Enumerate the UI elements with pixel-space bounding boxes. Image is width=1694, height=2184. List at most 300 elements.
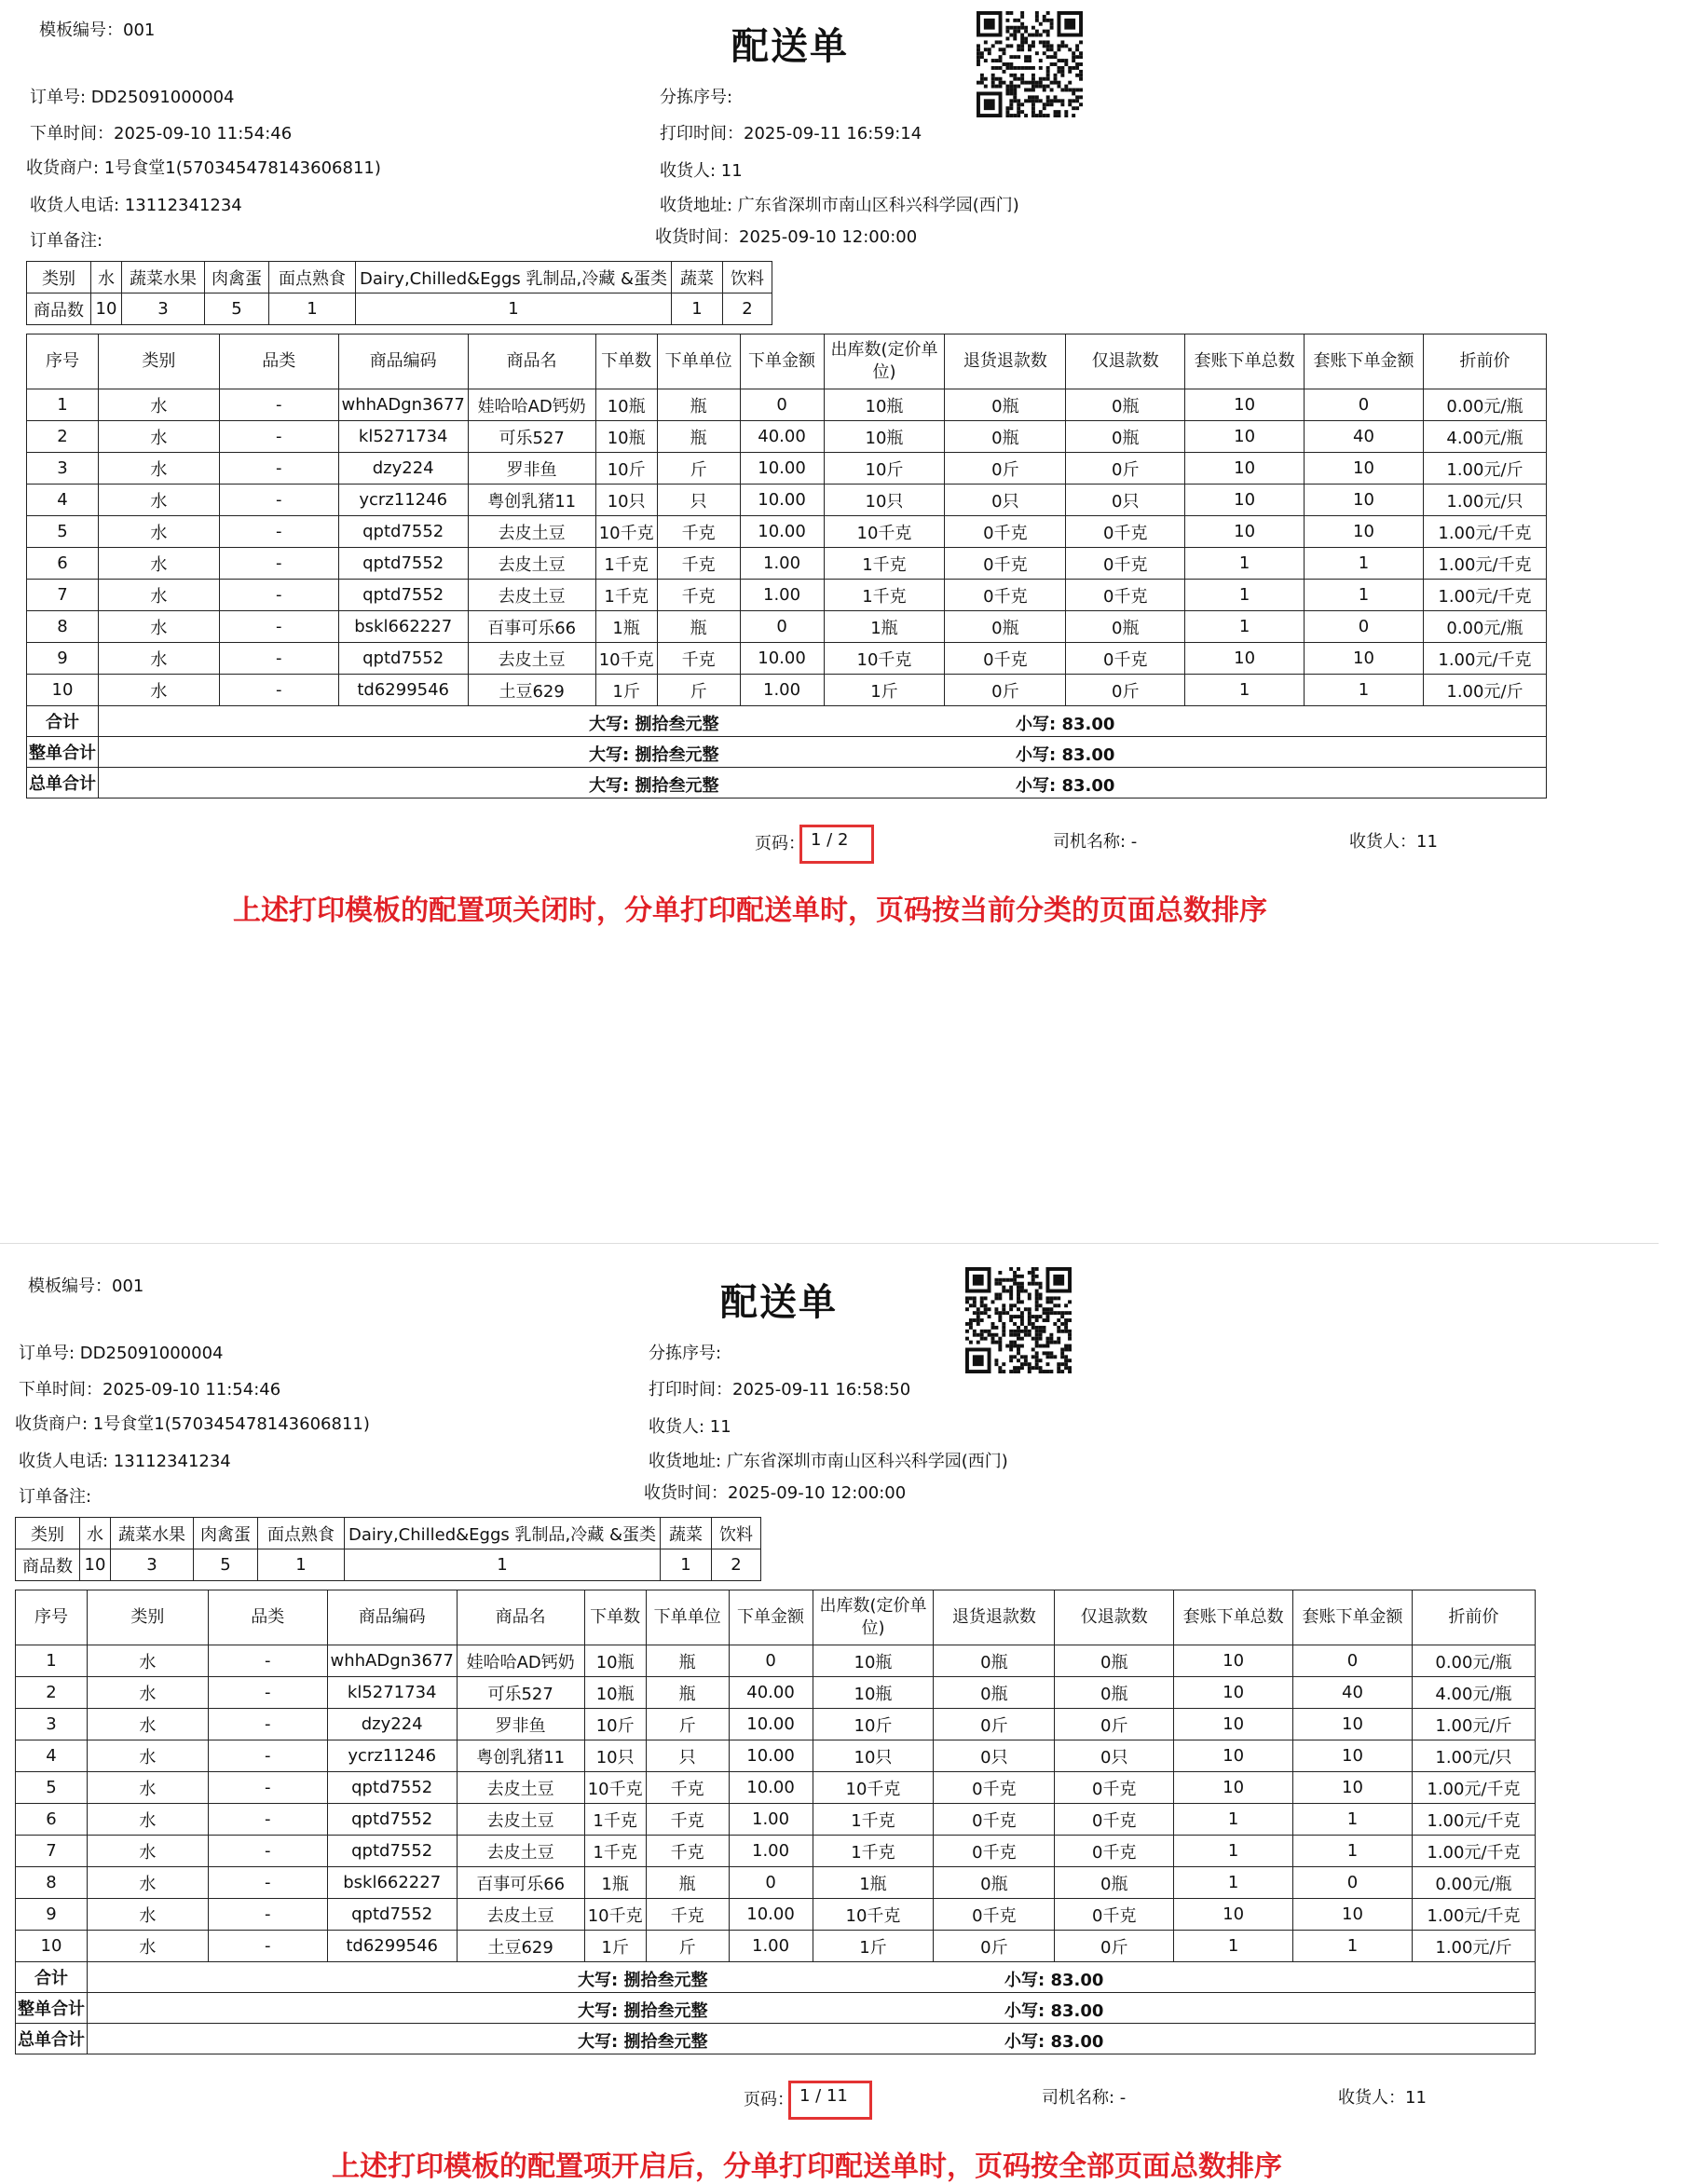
table-cell: 8	[27, 611, 99, 643]
table-row	[27, 516, 1547, 548]
table-cell: 10只	[584, 1740, 646, 1772]
category-header-cell: 饮料	[712, 1518, 761, 1549]
table-cell: 10千克	[584, 1899, 646, 1931]
table-cell: ycrz11246	[327, 1740, 457, 1772]
table-cell: 10斤	[595, 453, 657, 485]
table-cell: 千克	[646, 1804, 729, 1836]
category-count-cell: 1	[269, 293, 356, 325]
table-cell: 1.00元/千克	[1412, 1836, 1535, 1867]
table-cell: 0斤	[945, 453, 1066, 485]
receiver-phone: 收货人电话: 13112341234	[19, 1452, 231, 1471]
table-cell: 1.00元/千克	[1412, 1772, 1535, 1804]
table-cell: 1	[1174, 1931, 1293, 1962]
table-cell: 1.00	[740, 580, 824, 611]
table-cell: 0.00元/瓶	[1423, 611, 1546, 643]
table-cell: 水	[87, 1804, 208, 1836]
table-cell: 百事可乐66	[468, 611, 595, 643]
table-cell: 10千克	[584, 1772, 646, 1804]
table-cell: 0斤	[1055, 1709, 1174, 1740]
table-row	[27, 643, 1547, 675]
summary-amount-words: 大写: 捌拾叁元整	[577, 1971, 708, 1990]
column-header: 商品名	[468, 334, 595, 389]
table-cell: 0斤	[945, 675, 1066, 706]
table-cell: 0	[1293, 1867, 1413, 1899]
page-number	[799, 2086, 848, 2106]
table-cell: ycrz11246	[338, 485, 468, 516]
table-cell: 10千克	[824, 643, 945, 675]
category-header-cell: 蔬菜水果	[122, 262, 205, 293]
table-cell: 斤	[657, 675, 740, 706]
table-cell: dzy224	[338, 453, 468, 485]
table-cell: -	[208, 1740, 327, 1772]
summary-row	[16, 1962, 1536, 1993]
table-cell: 6	[27, 548, 99, 580]
table-cell: 3	[27, 453, 99, 485]
table-cell: 1斤	[824, 675, 945, 706]
table-cell: 10	[27, 675, 99, 706]
column-header: 商品名	[457, 1590, 584, 1645]
table-cell: whhADgn3677	[338, 389, 468, 421]
table-cell: -	[219, 389, 338, 421]
table-cell: 4	[27, 485, 99, 516]
category-count-cell: 10	[91, 293, 122, 325]
category-count-cell: 3	[122, 293, 205, 325]
table-cell: 水	[87, 1772, 208, 1804]
table-cell: 10	[1185, 516, 1305, 548]
table-row	[16, 1867, 1536, 1899]
summary-row	[27, 706, 1547, 737]
table-cell: -	[208, 1645, 327, 1677]
template-number: 模板编号：001	[39, 20, 156, 40]
sheet-title: 配送单	[731, 25, 849, 68]
table-cell: 0	[740, 389, 824, 421]
table-cell: 1千克	[584, 1804, 646, 1836]
category-header-cell: 肉禽蛋	[194, 1518, 258, 1549]
category-count-row	[27, 293, 772, 325]
sheet-divider	[0, 1243, 1659, 1244]
table-cell: 10	[1293, 1772, 1413, 1804]
table-cell: 0千克	[1066, 516, 1185, 548]
merchant: 收货商户: 1号食堂1(570345478143606811)	[15, 1414, 370, 1434]
table-cell: 10千克	[813, 1899, 934, 1931]
table-cell: 1	[1174, 1804, 1293, 1836]
table-cell: 0瓶	[1055, 1867, 1174, 1899]
table-cell: -	[208, 1804, 327, 1836]
table-cell: 1	[1174, 1836, 1293, 1867]
table-cell: kl5271734	[327, 1677, 457, 1709]
table-cell: 9	[16, 1899, 88, 1931]
table-cell: 1	[1305, 580, 1424, 611]
table-cell: 水	[87, 1899, 208, 1931]
table-cell: 10.00	[729, 1740, 813, 1772]
table-cell: 0千克	[934, 1772, 1055, 1804]
summary-amount-words: 大写: 捌拾叁元整	[588, 776, 719, 796]
table-cell: 娃哈哈AD钙奶	[457, 1645, 584, 1677]
column-header: 商品编码	[327, 1590, 457, 1645]
category-count-cell: 2	[712, 1549, 761, 1581]
table-cell: dzy224	[327, 1709, 457, 1740]
summary-amount	[87, 1993, 1535, 2024]
table-cell: 1瓶	[813, 1867, 934, 1899]
table-cell: 0斤	[1066, 675, 1185, 706]
table-cell: 1	[1185, 611, 1305, 643]
summary-amount-words: 大写: 捌拾叁元整	[577, 2032, 708, 2052]
table-row	[27, 421, 1547, 453]
table-cell: 10瓶	[824, 389, 945, 421]
table-cell: bskl662227	[338, 611, 468, 643]
table-cell: 1	[1305, 675, 1424, 706]
category-count-cell: 1	[661, 1549, 712, 1581]
sort-number: 分拣序号:	[649, 1344, 722, 1363]
table-cell: 1	[1293, 1931, 1413, 1962]
summary-amount-words: 大写: 捌拾叁元整	[577, 2001, 708, 2021]
table-cell: qptd7552	[327, 1836, 457, 1867]
column-header: 商品编码	[338, 334, 468, 389]
page-label: 页码：	[744, 2090, 794, 2109]
summary-label: 整单合计	[16, 1993, 88, 2024]
summary-amount-figures: 小写: 83.00	[1015, 776, 1115, 796]
table-cell: 10.00	[740, 485, 824, 516]
table-cell: 0只	[1066, 485, 1185, 516]
table-cell: 8	[16, 1867, 88, 1899]
column-header: 序号	[16, 1590, 88, 1645]
print-time: 打印时间：2025-09-11 16:59:14	[660, 124, 922, 143]
table-row	[16, 1772, 1536, 1804]
category-header-cell: 蔬菜水果	[111, 1518, 194, 1549]
table-cell: 10	[1305, 485, 1424, 516]
table-cell: -	[208, 1836, 327, 1867]
category-header-cell: 水	[80, 1518, 111, 1549]
table-cell: 去皮土豆	[457, 1804, 584, 1836]
table-cell: 10	[1293, 1709, 1413, 1740]
table-cell: 10千克	[824, 516, 945, 548]
table-cell: qptd7552	[338, 516, 468, 548]
table-cell: 只	[657, 485, 740, 516]
table-cell: 1千克	[813, 1804, 934, 1836]
table-cell: 40	[1293, 1677, 1413, 1709]
table-cell: 水	[98, 548, 219, 580]
table-cell: 1.00	[729, 1804, 813, 1836]
table-cell: 0	[1305, 611, 1424, 643]
items-header-row	[16, 1590, 1536, 1645]
table-cell: 10瓶	[584, 1645, 646, 1677]
table-cell: 1千克	[595, 548, 657, 580]
table-cell: 千克	[657, 516, 740, 548]
table-cell: 0千克	[934, 1804, 1055, 1836]
category-header-cell: 水	[91, 262, 122, 293]
category-header-cell: 肉禽蛋	[205, 262, 269, 293]
table-cell: 水	[87, 1645, 208, 1677]
table-cell: 10斤	[584, 1709, 646, 1740]
table-cell: -	[219, 548, 338, 580]
table-cell: 粤创乳猪11	[468, 485, 595, 516]
category-header-cell: 蔬菜	[661, 1518, 712, 1549]
table-cell: 1千克	[595, 580, 657, 611]
table-cell: 10	[1185, 389, 1305, 421]
table-cell: 1斤	[584, 1931, 646, 1962]
table-cell: 4.00元/瓶	[1412, 1677, 1535, 1709]
category-count-cell: 2	[723, 293, 772, 325]
table-cell: 1.00元/千克	[1423, 548, 1546, 580]
table-cell: 1瓶	[595, 611, 657, 643]
table-cell: 去皮土豆	[468, 516, 595, 548]
table-cell: 10瓶	[824, 421, 945, 453]
table-cell: 10千克	[813, 1772, 934, 1804]
table-cell: 去皮土豆	[457, 1772, 584, 1804]
table-cell: 1	[1293, 1804, 1413, 1836]
table-cell: 水	[87, 1709, 208, 1740]
annotation-note: 上述打印模板的配置项关闭时，分单打印配送单时，页码按当前分类的页面总数排序	[233, 894, 1267, 927]
table-cell: 1.00元/千克	[1423, 643, 1546, 675]
table-row	[16, 1804, 1536, 1836]
footer-receiver: 收货人：11	[1349, 832, 1438, 852]
table-cell: 10只	[595, 485, 657, 516]
table-cell: -	[208, 1709, 327, 1740]
table-cell: 0	[729, 1645, 813, 1677]
table-row	[16, 1836, 1536, 1867]
table-row	[27, 485, 1547, 516]
table-cell: 1斤	[595, 675, 657, 706]
summary-amount-words: 大写: 捌拾叁元整	[588, 715, 719, 734]
table-cell: 10	[1305, 453, 1424, 485]
summary-row	[16, 1993, 1536, 2024]
table-cell: 10瓶	[595, 389, 657, 421]
annotation-note: 上述打印模板的配置项开启后，分单打印配送单时，页码按全部页面总数排序	[332, 2150, 1282, 2183]
table-cell: td6299546	[338, 675, 468, 706]
table-cell: 10	[1174, 1677, 1293, 1709]
page-number	[811, 830, 848, 850]
table-cell: 0斤	[934, 1931, 1055, 1962]
summary-amount	[87, 2024, 1535, 2054]
table-cell: 1.00元/斤	[1423, 453, 1546, 485]
category-count-cell: 1	[345, 1549, 661, 1581]
category-header-cell: 类别	[16, 1518, 80, 1549]
table-cell: 瓶	[646, 1645, 729, 1677]
receiver: 收货人: 11	[660, 161, 743, 181]
table-cell: 10	[1174, 1899, 1293, 1931]
order-number: 订单号: DD25091000004	[30, 88, 235, 107]
table-cell: -	[219, 453, 338, 485]
table-cell: 千克	[646, 1772, 729, 1804]
table-cell: 10	[1305, 516, 1424, 548]
table-cell: 1.00元/斤	[1412, 1931, 1535, 1962]
table-row	[16, 1677, 1536, 1709]
table-cell: -	[219, 643, 338, 675]
column-header: 下单单位	[657, 334, 740, 389]
table-cell: 6	[16, 1804, 88, 1836]
table-cell: 0斤	[1066, 453, 1185, 485]
table-cell: 0千克	[945, 643, 1066, 675]
table-cell: 1.00元/千克	[1412, 1899, 1535, 1931]
table-cell: 百事可乐66	[457, 1867, 584, 1899]
category-count-cell: 1	[356, 293, 672, 325]
footer-receiver: 收货人：11	[1338, 2088, 1427, 2108]
column-header: 下单数	[595, 334, 657, 389]
table-cell: 瓶	[646, 1677, 729, 1709]
table-cell: -	[219, 675, 338, 706]
column-header: 下单金额	[729, 1590, 813, 1645]
table-cell: 10	[1185, 485, 1305, 516]
table-cell: 土豆629	[468, 675, 595, 706]
table-cell: 粤创乳猪11	[457, 1740, 584, 1772]
category-header-cell: 饮料	[723, 262, 772, 293]
driver-name: 司机名称: -	[1042, 2088, 1127, 2108]
table-cell: -	[219, 580, 338, 611]
column-header: 套账下单总数	[1174, 1590, 1293, 1645]
table-cell: 10	[1174, 1772, 1293, 1804]
table-cell: whhADgn3677	[327, 1645, 457, 1677]
category-count-cell: 5	[194, 1549, 258, 1581]
table-cell: 10千克	[595, 516, 657, 548]
table-cell: 去皮土豆	[457, 1836, 584, 1867]
table-cell: 0瓶	[1066, 611, 1185, 643]
table-cell: 1.00	[729, 1931, 813, 1962]
summary-label: 整单合计	[27, 737, 99, 768]
column-header: 下单金额	[740, 334, 824, 389]
table-cell: 水	[98, 643, 219, 675]
qr-code-icon	[965, 1267, 1072, 1373]
page-number-highlight	[788, 2081, 872, 2120]
delivery-address: 收货地址: 广东省深圳市南山区科兴科学园(西门)	[649, 1452, 1008, 1471]
page-label: 页码：	[755, 834, 805, 853]
table-cell: 0瓶	[945, 611, 1066, 643]
category-count-cell: 3	[111, 1549, 194, 1581]
table-cell: 1	[1293, 1836, 1413, 1867]
table-cell: 10瓶	[813, 1677, 934, 1709]
column-header: 下单单位	[646, 1590, 729, 1645]
template-number: 模板编号：001	[28, 1276, 144, 1296]
table-cell: -	[208, 1677, 327, 1709]
summary-amount	[98, 737, 1546, 768]
receiver-phone: 收货人电话: 13112341234	[30, 196, 242, 215]
column-header: 退货退款数	[934, 1590, 1055, 1645]
table-cell: bskl662227	[327, 1867, 457, 1899]
order-time: 下单时间：2025-09-10 11:54:46	[19, 1380, 281, 1399]
table-cell: 水	[98, 389, 219, 421]
category-header-cell: 类别	[27, 262, 91, 293]
table-cell: 斤	[646, 1931, 729, 1962]
page-number-value: 1 / 11	[799, 2086, 848, 2106]
table-cell: 4.00元/瓶	[1423, 421, 1546, 453]
table-cell: 10瓶	[595, 421, 657, 453]
table-cell: 娃哈哈AD钙奶	[468, 389, 595, 421]
table-cell: 7	[16, 1836, 88, 1867]
summary-row	[16, 2024, 1536, 2054]
table-cell: 瓶	[657, 611, 740, 643]
merchant: 收货商户: 1号食堂1(570345478143606811)	[26, 158, 381, 178]
table-cell: qptd7552	[327, 1899, 457, 1931]
order-number: 订单号: DD25091000004	[19, 1344, 224, 1363]
table-cell: 0	[1293, 1645, 1413, 1677]
table-cell: 7	[27, 580, 99, 611]
table-cell: 水	[87, 1931, 208, 1962]
column-header: 品类	[219, 334, 338, 389]
table-cell: 去皮土豆	[468, 580, 595, 611]
page-number-value: 1 / 2	[811, 830, 849, 850]
table-cell: 可乐527	[468, 421, 595, 453]
table-cell: 1斤	[813, 1931, 934, 1962]
summary-amount-figures: 小写: 83.00	[1004, 2032, 1104, 2052]
table-cell: 0斤	[934, 1709, 1055, 1740]
category-table	[15, 1517, 761, 1581]
table-cell: 0千克	[1066, 643, 1185, 675]
table-cell: 0	[1305, 389, 1424, 421]
category-header-cell: Dairy,Chilled&Eggs 乳制品,冷藏 &蛋类	[345, 1518, 661, 1549]
column-header: 序号	[27, 334, 99, 389]
category-count-cell: 商品数	[27, 293, 91, 325]
table-cell: 1.00元/千克	[1423, 580, 1546, 611]
table-cell: 1.00	[729, 1836, 813, 1867]
table-cell: 1瓶	[584, 1867, 646, 1899]
table-cell: 水	[87, 1677, 208, 1709]
column-header: 类别	[98, 334, 219, 389]
page-number-highlight	[799, 825, 874, 864]
summary-label: 总单合计	[16, 2024, 88, 2054]
table-row	[27, 675, 1547, 706]
table-row	[27, 611, 1547, 643]
table-cell: 0千克	[1066, 548, 1185, 580]
table-row	[16, 1645, 1536, 1677]
table-cell: 10	[1174, 1740, 1293, 1772]
category-header-cell: 面点熟食	[258, 1518, 345, 1549]
table-cell: 40	[1305, 421, 1424, 453]
table-cell: 0千克	[945, 548, 1066, 580]
summary-label: 总单合计	[27, 768, 99, 799]
table-cell: -	[208, 1899, 327, 1931]
summary-amount	[98, 768, 1546, 799]
table-cell: 0.00元/瓶	[1412, 1867, 1535, 1899]
table-cell: 瓶	[657, 389, 740, 421]
table-row	[16, 1899, 1536, 1931]
table-cell: 9	[27, 643, 99, 675]
order-time: 下单时间：2025-09-10 11:54:46	[30, 124, 293, 143]
table-cell: 2	[27, 421, 99, 453]
table-cell: td6299546	[327, 1931, 457, 1962]
table-cell: kl5271734	[338, 421, 468, 453]
table-cell: 0瓶	[1055, 1645, 1174, 1677]
table-cell: -	[219, 421, 338, 453]
column-header: 出库数(定价单位)	[824, 334, 945, 389]
table-cell: 1	[1174, 1867, 1293, 1899]
table-cell: 千克	[646, 1899, 729, 1931]
table-cell: 可乐527	[457, 1677, 584, 1709]
table-cell: 0千克	[945, 580, 1066, 611]
table-cell: 0只	[1055, 1740, 1174, 1772]
table-row	[27, 453, 1547, 485]
table-row	[27, 548, 1547, 580]
table-row	[27, 389, 1547, 421]
table-row	[27, 580, 1547, 611]
table-cell: 1瓶	[824, 611, 945, 643]
column-header: 仅退款数	[1066, 334, 1185, 389]
table-cell: 瓶	[646, 1867, 729, 1899]
summary-amount-figures: 小写: 83.00	[1015, 715, 1115, 734]
table-cell: 0千克	[934, 1836, 1055, 1867]
summary-row	[27, 768, 1547, 799]
table-cell: 0瓶	[934, 1645, 1055, 1677]
receive-time: 收货时间：2025-09-10 12:00:00	[644, 1483, 907, 1503]
table-cell: -	[219, 611, 338, 643]
column-header: 下单数	[584, 1590, 646, 1645]
table-cell: 去皮土豆	[468, 643, 595, 675]
table-cell: 10斤	[813, 1709, 934, 1740]
table-cell: -	[219, 485, 338, 516]
table-cell: qptd7552	[338, 548, 468, 580]
table-cell: 1.00元/千克	[1423, 516, 1546, 548]
category-count-cell: 商品数	[16, 1549, 80, 1581]
table-cell: -	[208, 1772, 327, 1804]
table-cell: 10	[1185, 453, 1305, 485]
